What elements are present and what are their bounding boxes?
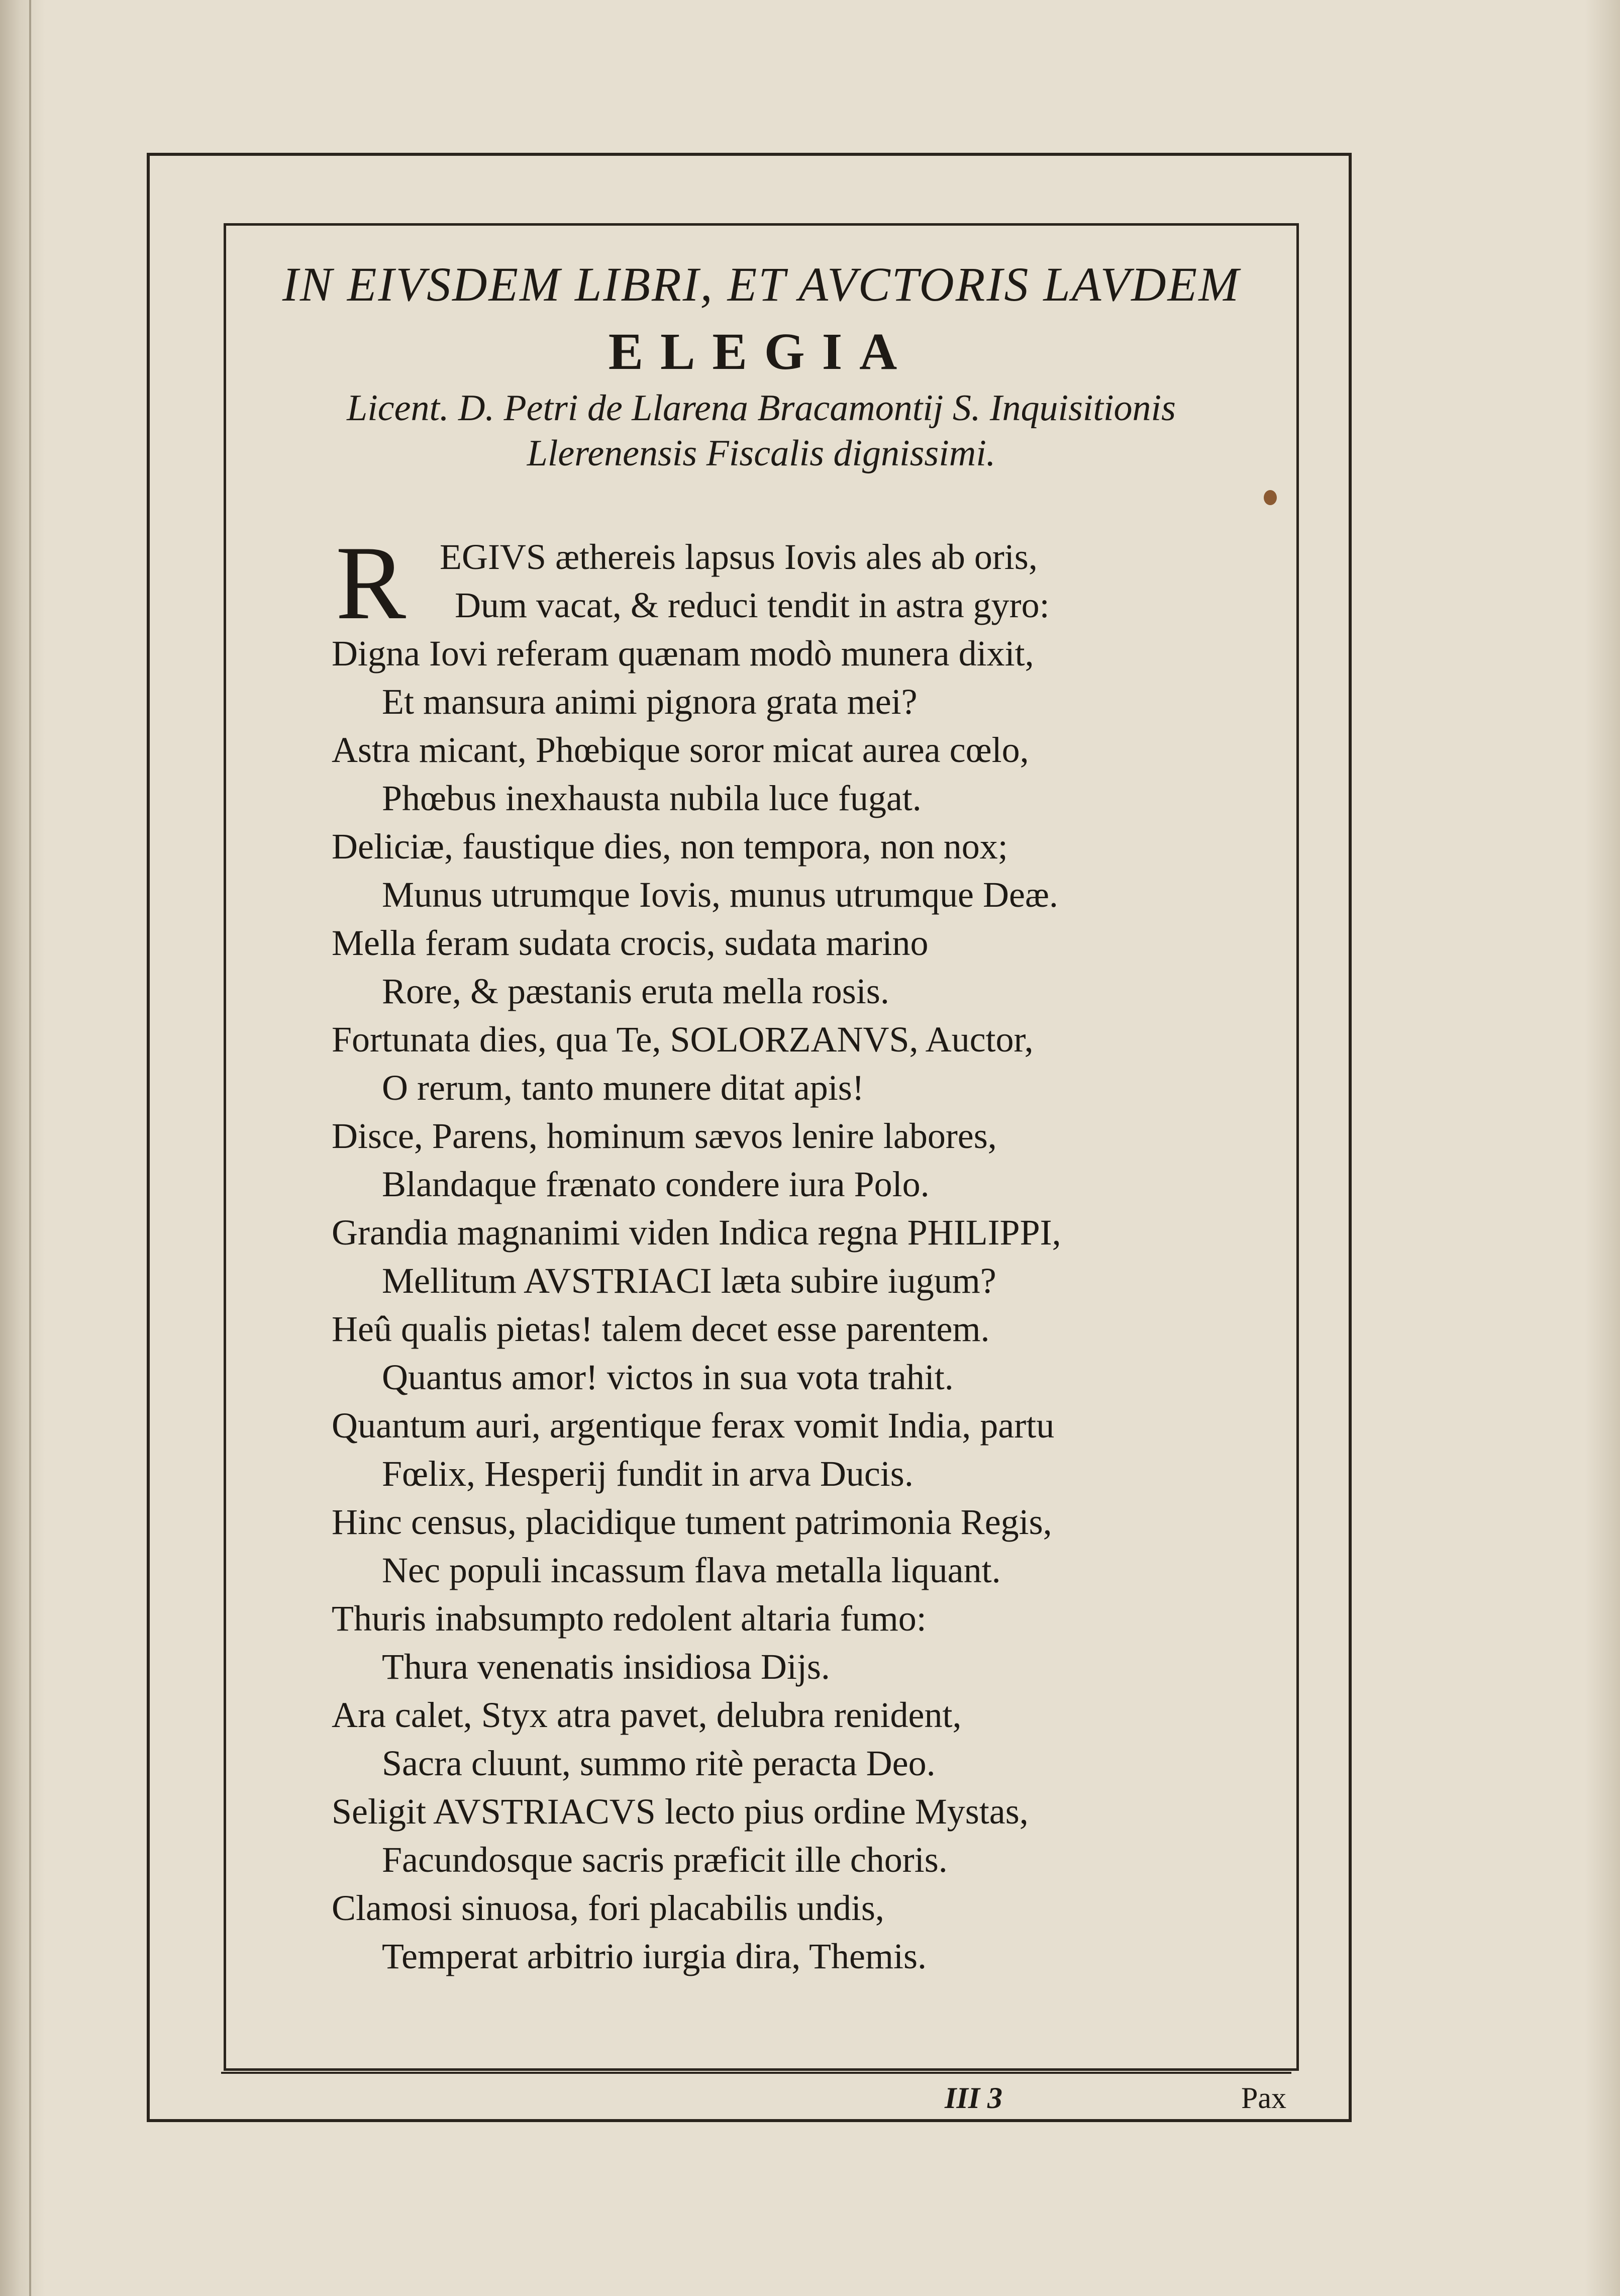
page-title: IN EIVSDEM LIBRI, ET AVCTORIS LAVDEM [282,257,1241,311]
poem-line: Seligit AVSTRIACVS lecto pius ordine Mystas, [332,1791,1029,1832]
poem-genre-heading: ELEGIA [608,323,915,380]
signature-mark: III 3 [945,2081,1003,2115]
author-line-2: Llerenensis Fiscalis dignissimi. [527,433,996,474]
poem-line: Rore, & pæstanis eruta mella rosis. [382,971,889,1011]
catchword: Pax [1241,2081,1286,2115]
poem-line: Fortunata dies, qua Te, SOLORZANVS, Auctor, [332,1019,1034,1060]
drop-cap-initial: R [336,525,407,641]
author-line-1: Licent. D. Petri de Llarena Bracamontij S. Inquisitionis [347,388,1176,429]
poem-line: Thuris inabsumpto redolent altaria fumo: [332,1598,927,1639]
poem-line: Sacra cluunt, summo ritè peracta Deo. [382,1743,936,1783]
poem-line: Heû qualis pietas! talem decet esse parentem. [332,1309,990,1349]
poem-line: Mella feram sudata crocis, sudata marino [332,923,929,963]
poem-line: EGIVS æthereis lapsus Iovis ales ab oris, [440,537,1038,577]
poem-line: Ara calet, Styx atra pavet, delubra renident, [332,1695,962,1735]
poem-line: O rerum, tanto munere ditat apis! [382,1068,864,1108]
footer-rule [221,2072,1291,2074]
page-right-edge [1585,0,1620,2296]
poem-line: Mellitum AVSTRIACI læta subire iugum? [382,1261,996,1301]
poem-line: Nec populi incassum flava metalla liquant. [382,1550,1001,1590]
ink-stain [1264,490,1277,505]
poem-line: Disce, Parens, hominum sævos lenire labores, [332,1116,997,1156]
poem-line: Facundosque sacris præficit ille choris. [382,1840,948,1880]
binding-edge [29,0,31,2296]
poem-line: Deliciæ, faustique dies, non tempora, non nox; [332,826,1008,867]
poem-line: Et mansura animi pignora grata mei? [382,682,918,722]
poem-line: Dum vacat, & reduci tendit in astra gyro: [455,585,1050,625]
poem-line: Phœbus inexhausta nubila luce fugat. [382,778,922,818]
poem-line: Astra micant, Phœbique soror micat aurea cœlo, [332,730,1029,770]
poem-line: Quantum auri, argentique ferax vomit India, partu [332,1405,1055,1446]
poem-line: Temperat arbitrio iurgia dira, Themis. [382,1936,927,1976]
poem-line: Quantus amor! victos in sua vota trahit. [382,1357,954,1397]
poem-line: Digna Iovi referam quænam modò munera dixit, [332,633,1034,674]
poem-line: Blandaque frænato condere iura Polo. [382,1164,930,1204]
page-gutter [0,0,45,2296]
poem-line: Grandia magnanimi viden Indica regna PHILIPPI, [332,1212,1061,1253]
poem-line: Fœlix, Hesperij fundit in arva Ducis. [382,1454,914,1494]
poem-line: Clamosi sinuosa, fori placabilis undis, [332,1888,884,1928]
poem-line: Thura venenatis insidiosa Dijs. [382,1647,830,1687]
poem-line: Hinc census, placidique tument patrimonia Regis, [332,1502,1052,1542]
poem-line: Munus utrumque Iovis, munus utrumque Deæ. [382,875,1058,915]
